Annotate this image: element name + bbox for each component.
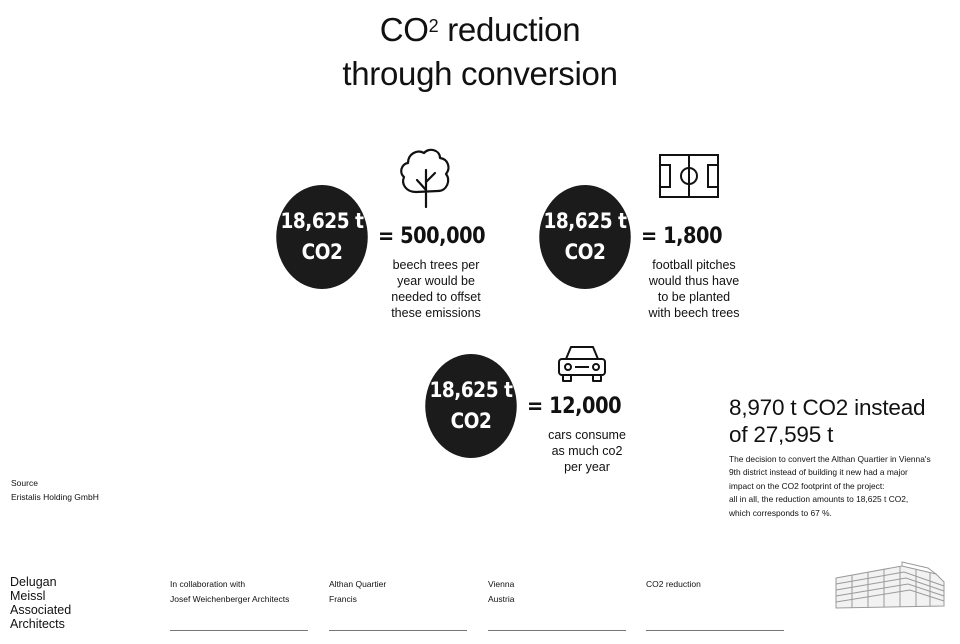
co2-circle: 18,625 t CO2 — [425, 354, 517, 458]
tree-icon — [398, 146, 454, 213]
building-sketch-icon — [832, 560, 948, 617]
source-note: Source Eristalis Holding GmbH — [11, 478, 99, 502]
summary-headline: 8,970 t CO2 instead of 27,595 t — [729, 395, 926, 447]
co2-circle: 18,625 t CO2 — [276, 185, 368, 289]
footer-column-location: Vienna Austria — [488, 579, 515, 604]
footer-divider — [646, 630, 784, 631]
footer-column-topic: CO2 reduction — [646, 579, 701, 589]
football-pitch-icon — [659, 154, 719, 203]
car-icon — [556, 343, 608, 388]
equals-value: = 500,000 — [378, 224, 486, 249]
footer-divider — [488, 630, 626, 631]
footer-divider — [329, 630, 467, 631]
brand-name: Delugan Meissl Associated Architects — [10, 575, 72, 631]
card-description: beech trees per year would be needed to offset these emissions — [391, 258, 481, 320]
page-title: $CO^2$ reduction through conversion — [342, 11, 618, 92]
summary-body: The decision to convert the Althan Quartier in Vienna's 9th district instead of building it new had a major impact on the CO2 footprint of the project: all in all, the reduction amounts to 18,625 t CO2, which corresponds to 67 %. — [729, 454, 931, 518]
footer-column-collaboration: In collaboration with Josef Weichenberger Architects — [170, 579, 290, 604]
equals-value: = 1,800 — [641, 224, 723, 249]
footer-column-project: Althan Quartier Francis — [329, 579, 387, 604]
co2-circle: 18,625 t CO2 — [539, 185, 631, 289]
card-description: cars consume as much co2 per year — [548, 428, 626, 474]
equals-value: = 12,000 — [527, 394, 622, 419]
card-description: football pitches would thus have to be planted with beech trees — [648, 258, 740, 320]
footer-divider — [170, 630, 308, 631]
